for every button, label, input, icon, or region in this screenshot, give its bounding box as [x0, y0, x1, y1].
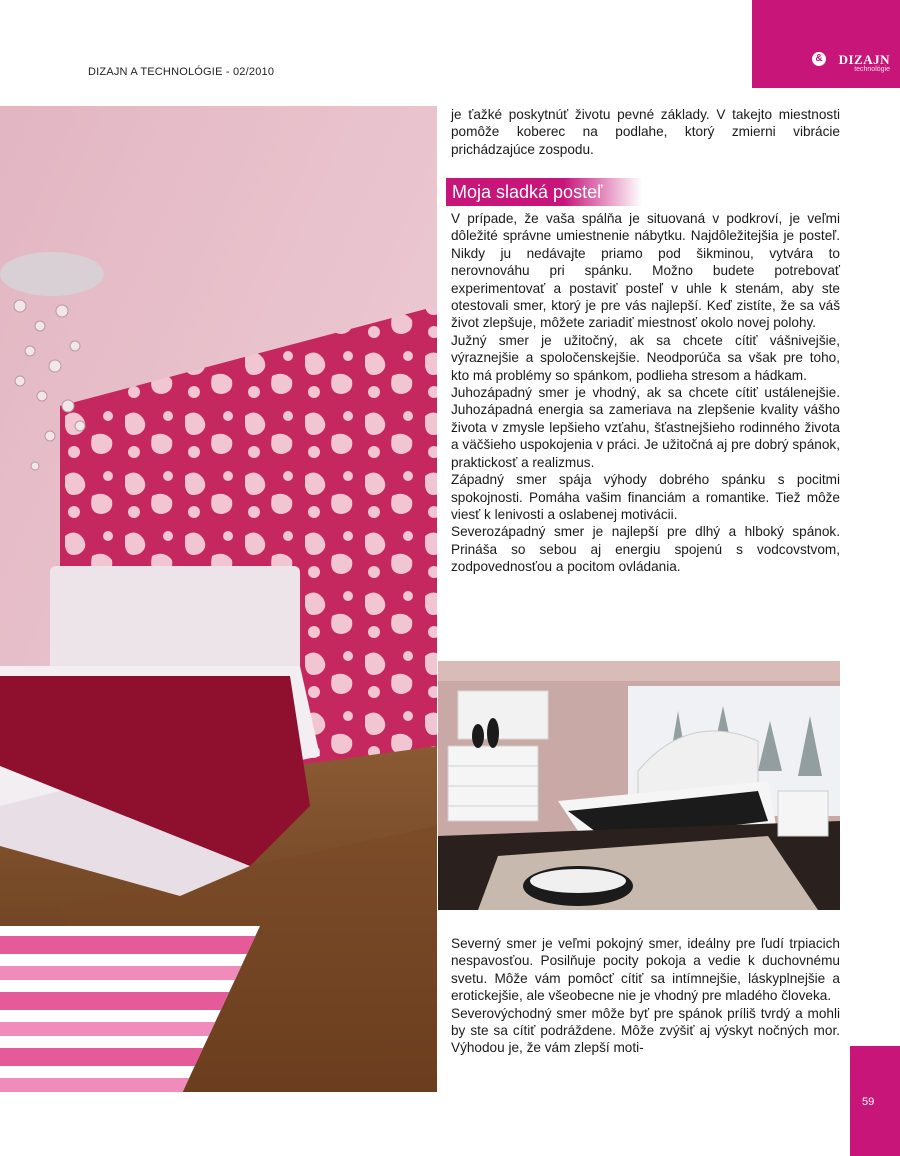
article-paragraph: Južný smer je užitočný, ak sa chcete cítiť vášnivejšie, výraznejšie a spoločenskejšie. Neodporúča sa však pre toho, kto má problémy so spánkom, podlieha stresom a hádkam. — [451, 332, 840, 383]
article-paragraph: Severný smer je veľmi pokojný smer, ideálny pre ľudí trpiacich nespavosťou. Posilňuje pocity pokoja a vedie k duchovnému svetu. Môže vám pomôcť cítiť sa intímnejšie, láskyplnejšie a erotickejšie, ale všeobecne nie je vhodný pre mladého človeka. — [451, 936, 840, 1004]
article-column-bottom — [451, 935, 840, 1057]
article-paragraph: Juhozápadný smer je vhodný, ak sa chcete cítiť ustálenejšie. Juhozápadná energia sa zameriava na zlepšenie kvality vášho života v zmysle lepšieho vzťahu, šťastnejšieho rodinného života a väčšieho uspokojenia v práci. Je užitočná aj pre dobrý spánok, praktickosť a realizmus. — [451, 385, 840, 470]
pink-bedroom-photo — [0, 106, 437, 1092]
intro-paragraph: je ťažké poskytnúť životu pevné základy. V takejto miestnosti pomôže koberec na podlahe, ktorý zmierni vibrácie prichádzajúce zospodu. — [451, 107, 840, 157]
header-issue: DIZAJN A TECHNOLÓGIE - 02/2010 — [88, 66, 275, 78]
article-paragraph: Západný smer spája výhody dobrého spánku s pocitmi spokojnosti. Pomáha vašim financiám a romantike. Tiež môže viesť k lenivosti a oslabenej motivácii. — [451, 472, 840, 522]
page-number-box — [850, 1046, 900, 1156]
article-paragraph: Severozápadný smer je najlepší pre dlhý a hlboký spánok. Prináša so sebou aj energiu spojenú s vodcovstvom, zodpovednosťou a pocitom ovládania. — [451, 524, 840, 575]
magazine-logo — [752, 0, 900, 88]
logo-sub: technológie — [854, 66, 890, 73]
logo-main: DIZAJN — [838, 52, 890, 67]
article-column-top — [451, 210, 840, 576]
white-bedroom-photo — [438, 661, 840, 910]
section-title-bar — [446, 178, 642, 206]
logo-amp: & — [812, 52, 826, 66]
section-title: Moja sladká posteľ — [452, 182, 603, 202]
article-paragraph: Severovýchodný smer môže byť pre spánok príliš tvrdý a mohli by ste sa cítiť podráždene. Môže zvýšiť aj výskyt nočných mor. Výhodou je, že vám zlepší moti- — [451, 1005, 840, 1056]
intro-text — [451, 106, 840, 158]
article-paragraph: V prípade, že vaša spálňa je situovaná v podkroví, je veľmi dôležité správne umiestnenie nábytku. Najdôležitejšia je posteľ. Nikdy ju nedávajte priamo pod šikminou, vytvára to nerovnováhu pri spánku. Možno budete potrebovať experimentovať a postaviť posteľ v uhle k stenám, aby ste otestovali smer, ktorý je pre vás najlepší. Keď zistíte, že sa váš život zlepšuje, môžete zariadiť miestnosť okolo novej polohy. — [451, 211, 840, 331]
page-number: 59 — [862, 1096, 875, 1108]
